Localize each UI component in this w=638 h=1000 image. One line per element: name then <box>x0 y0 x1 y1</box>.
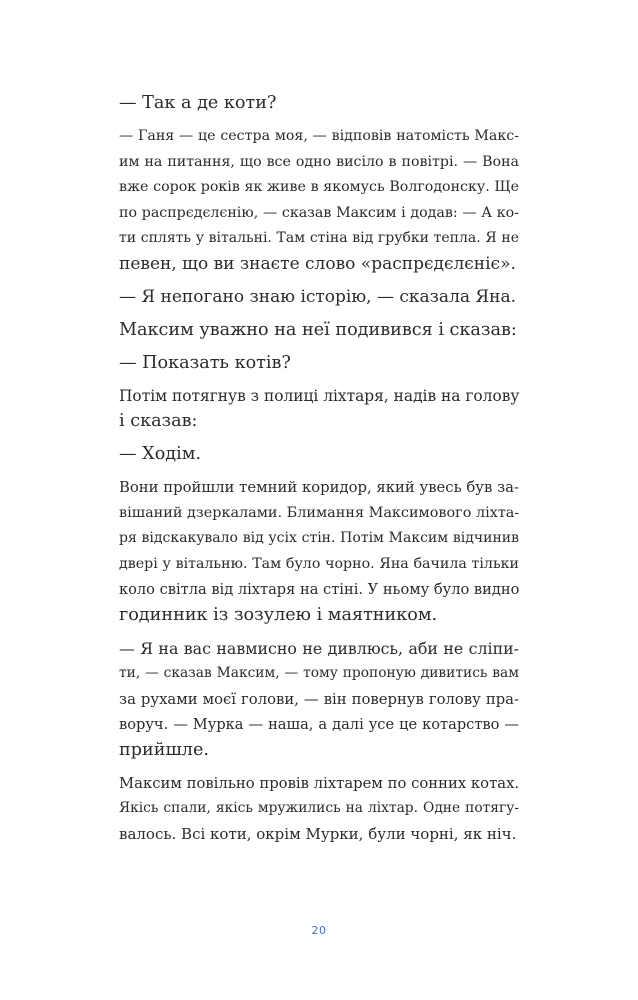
text-line: ти сплять у вітальні. Там стіна від грубки тепла. Я не <box>119 230 519 246</box>
text-line: Максим повільно провів ліхтарем по сонних котах. <box>119 774 520 792</box>
text-line: — Ганя — це сестра моя, — відповів натомість Макс- <box>119 128 519 144</box>
text-line: певен, що ви знаєте слово «распрєдєлєніє». <box>119 253 516 274</box>
text-line: двері у вітальню. Там було чорно. Яна бачила тільки <box>119 555 519 572</box>
paragraph <box>119 384 519 435</box>
text-line: вже сорок років як живе в якомусь Волгодонску. Ще <box>119 179 519 195</box>
paragraph <box>119 285 519 311</box>
text-line: — Так а де коти? <box>119 93 277 113</box>
paragraph <box>119 771 519 848</box>
paragraph <box>119 91 519 117</box>
text-line: Вони пройшли темний коридор, який увесь був за- <box>119 479 519 496</box>
text-line: воруч. — Мурка — наша, а далі усе це котарство — <box>119 716 519 733</box>
page-text <box>119 91 519 855</box>
text-line: — Показать котів? <box>119 352 291 373</box>
text-line: Потім потягнув з полиці ліхтаря, надів на голову <box>119 386 520 405</box>
text-line: Якісь спали, якісь мружились на ліхтар. Одне потягу- <box>119 800 519 816</box>
paragraph <box>119 475 519 628</box>
paragraph <box>119 318 519 344</box>
text-line: вішаний дзеркалами. Блимання Максимового ліхта- <box>119 504 520 521</box>
text-line: — Ходім. <box>119 444 202 464</box>
text-line: прийшле. <box>119 739 209 760</box>
text-line: годинник із зозулею і маятником. <box>119 604 438 625</box>
paragraph <box>119 636 519 764</box>
text-line: им на питання, що все одно висіло в повітрі. — Вона <box>119 153 519 170</box>
text-line: ря відскакувало від усіх стін. Потім Максим відчинив <box>119 530 519 546</box>
paragraph <box>119 442 519 468</box>
paragraph <box>119 351 519 377</box>
paragraph <box>119 124 519 277</box>
text-line: — Я на вас навмисно не дивлюсь, аби не сліпи- <box>119 638 519 658</box>
text-line: Максим уважно на неї подивився і сказав: <box>119 319 517 340</box>
text-line: — Я непогано знаю історію, — сказала Яна. <box>119 286 517 307</box>
text-line: коло світла від ліхтаря на стіні. У ньому було видно <box>119 581 520 598</box>
text-line: валось. Всі коти, окрім Мурки, були чорні, як ніч. <box>119 824 517 843</box>
text-line: по распрєдєлєнію, — сказав Максим і додав: — А ко- <box>119 204 519 221</box>
text-line: і сказав: <box>119 411 198 431</box>
text-line: ти, — сказав Максим, — тому пропоную дивитись вам <box>119 665 519 681</box>
page-number: 20 <box>311 924 327 937</box>
text-line: за рухами моєї голови, — він повернув голову пра- <box>119 690 519 708</box>
